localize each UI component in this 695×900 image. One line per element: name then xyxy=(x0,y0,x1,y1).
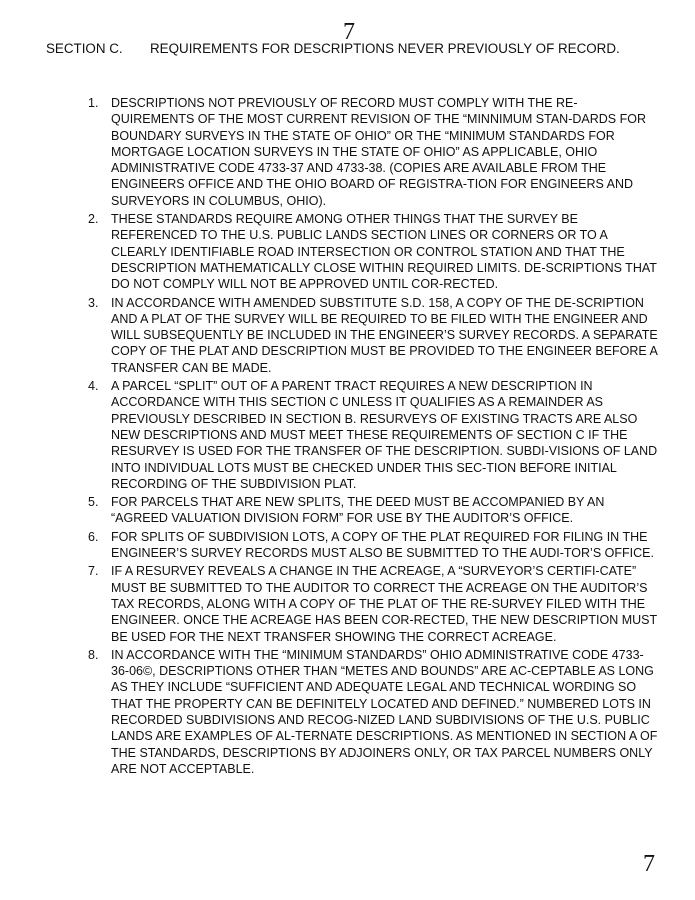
item-text: FOR PARCELS THAT ARE NEW SPLITS, THE DEED MUST BE ACCOMPANIED BY AN “AGREED VALUATION DIVISION FORM” FOR USE BY THE AUDITOR’S OFFICE. xyxy=(111,495,605,526)
list-item xyxy=(88,494,658,527)
list-item xyxy=(88,95,658,209)
requirements-list xyxy=(88,95,658,779)
item-number: 7. xyxy=(88,564,99,579)
item-number: 4. xyxy=(88,379,99,394)
list-item xyxy=(88,378,658,492)
list-item xyxy=(88,563,658,644)
item-number: 8. xyxy=(88,647,99,662)
list-item xyxy=(88,295,658,376)
item-text: DESCRIPTIONS NOT PREVIOUSLY OF RECORD MUST COMPLY WITH THE RE-QUIREMENTS OF THE MOST CURRENT REVISION OF THE “MINNIMUM STAN-DARDS FOR BOUNDARY SURVEYS IN THE STATE OF OHIO” OR THE “MINIMUM STANDARDS FOR MORTGAGE LOCATION SURVEYS IN THE STATE OF OHIO” AS APPLICABLE, OHIO ADMINISTRATIVE CODE 4733-37 AND 4733-38. (COPIES ARE AVAILABLE FROM THE ENGINEERS OFFICE AND THE OHIO BOARD OF REGISTRA-TION FOR ENGINEERS AND SURVEYORS IN COLUMBUS, OHIO). xyxy=(111,96,646,208)
item-text: FOR SPLITS OF SUBDIVISION LOTS, A COPY OF THE PLAT REQUIRED FOR FILING IN THE ENGINEER’S SURVEY RECORDS MUST ALSO BE SUBMITTED TO THE AUDI-TOR’S OFFICE. xyxy=(111,529,654,561)
item-number: 2. xyxy=(88,212,99,227)
section-label: SECTION C. xyxy=(46,41,123,56)
page-number-top: 7 xyxy=(343,19,355,45)
item-text: IN ACCORDANCE WITH THE “MINIMUM STANDARDS” OHIO ADMINISTRATIVE CODE 4733-36-06©, DESCRIPTIONS OTHER THAN “METES AND BOUNDS” ARE AC-CEPTABLE AS LONG AS THEY INCLUDE “SUFFICIENT AND ADEQUATE LEGAL AND TECHNICAL WORDING SO THAT THE PROPERTY CAN BE DEFINITELY LOCATED AND DEFINED.” NUMBERED LOTS IN RECORDED SUBDIVISIONS AND RECOG-NIZED LAND SUBDIVISIONS OF THE U.S. PUBLIC LANDS ARE EXAMPLES OF AL-TERNATE DESCRIPTIONS. AS MENTIONED IN SECTION A OF THE STANDARDS, DESCRIPTIONS BY ADJOINERS ONLY, OR TAX PARCEL NUMBERS ONLY ARE NOT ACCEPTABLE. xyxy=(111,647,658,776)
item-text: THESE STANDARDS REQUIRE AMONG OTHER THINGS THAT THE SURVEY BE REFERENCED TO THE U.S. PUBLIC LANDS SECTION LINES OR CORNERS OR TO A CLEARLY IDENTIFIABLE ROAD INTERSECTION OR CONTROL STATION AND THAT THE DESCRIPTION MATHEMATICALLY CLOSE WITHIN REQUIRED LIMITS. DE-SCRIPTIONS THAT DO NOT COMPLY WILL NOT BE APPROVED UNTIL COR-RECTED. xyxy=(111,212,657,292)
list-item xyxy=(88,529,658,562)
list-item xyxy=(88,211,658,292)
item-number: 1. xyxy=(88,96,99,110)
item-text: A PARCEL “SPLIT” OUT OF A PARENT TRACT REQUIRES A NEW DESCRIPTION IN ACCORDANCE WITH THIS SECTION C UNLESS IT QUALIFIES AS A REMAINDER AS PREVIOUSLY DESCRIBED IN SECTION B. RESURVEYS OF EXISTING TRACTS ARE ALSO NEW DESCRIPTIONS AND MUST MEET THESE REQUIREMENTS OF SECTION C IF THE RESURVEY IS USED FOR THE TRANSFER OF THE DESCRIPTION. SUBDI-VISIONS OF LAND INTO INDIVIDUAL LOTS MUST BE CHECKED UNDER THIS SEC-TION BEFORE INITIAL RECORDING OF THE SUBDIVISION PLAT. xyxy=(111,379,658,491)
page-number-bottom: 7 xyxy=(643,851,655,877)
item-text: IF A RESURVEY REVEALS A CHANGE IN THE ACREAGE, A “SURVEYOR’S CERTIFI-CATE” MUST BE SUBMITTED TO THE AUDITOR TO CORRECT THE ACREAGE ON THE AUDITOR’S TAX RECORDS, ALONG WITH A COPY OF THE PLAT OF THE RE-SURVEY FILED WITH THE ENGINEER. ONCE THE ACREAGE HAS BEEN COR-RECTED, THE NEW DESCRIPTION MUST BE USED FOR THE NEXT TRANSFER SHOWING THE CORRECT ACREAGE. xyxy=(111,564,657,644)
item-number: 3. xyxy=(88,295,99,310)
item-text: IN ACCORDANCE WITH AMENDED SUBSTITUTE S.D. 158, A COPY OF THE DE-SCRIPTION AND A PLAT OF THE SURVEY WILL BE REQUIRED TO BE FILED WITH THE ENGINEER AND WILL SUBSEQUENTLY BE INCLUDED IN THE ENGINEER’S SURVEY RECORDS. A SEPARATE COPY OF THE PLAT AND DESCRIPTION MUST BE PROVIDED TO THE ENGINEER BEFORE A TRANSFER CAN BE MADE. xyxy=(111,295,658,375)
item-number: 6. xyxy=(88,529,99,544)
section-title: REQUIREMENTS FOR DESCRIPTIONS NEVER PREVIOUSLY OF RECORD. xyxy=(150,41,620,56)
list-item xyxy=(88,647,658,777)
item-number: 5. xyxy=(88,495,99,510)
